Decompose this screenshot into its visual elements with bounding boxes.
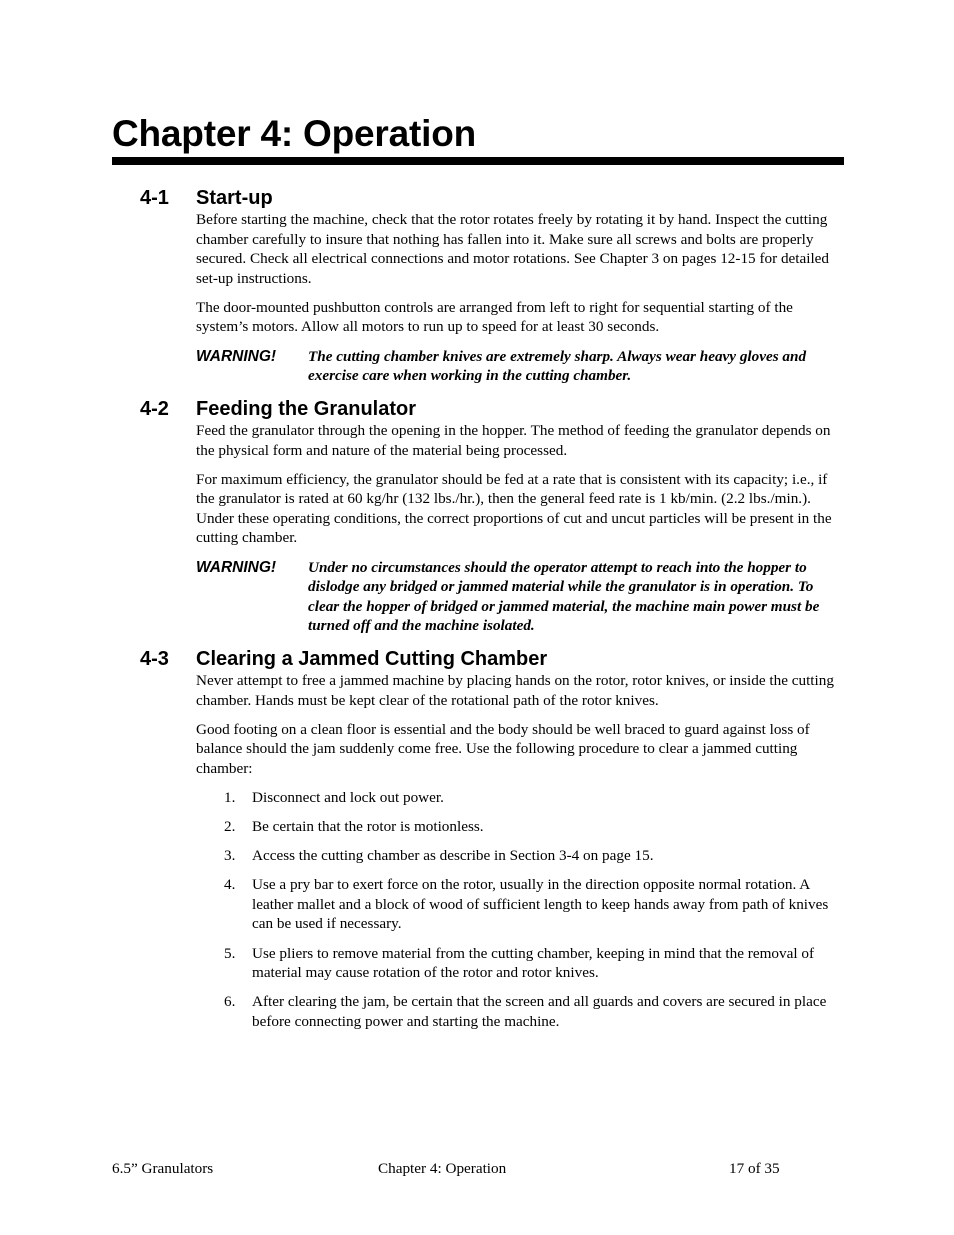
- paragraph: Before starting the machine, check that the rotor rotates freely by rotating it by hand. Inspect the cutting chamber carefully to insure that nothing has fallen into it. Make sure all screws and bolts are properly secured. Check all electrical connections and motor rotations. See Chapter 3 on pages 12-15 for detailed set-up instructions.: [196, 211, 830, 287]
- section-body: [196, 671, 836, 1031]
- warning-text: The cutting chamber knives are extremely sharp. Always wear heavy gloves and exercise care when working in the cutting chamber.: [308, 347, 807, 385]
- section-number: 4-3: [140, 648, 169, 670]
- step-text: After clearing the jam, be certain that the screen and all guards and covers are secured in place before connecting power and starting the machine.: [252, 993, 827, 1030]
- warning-note: [196, 347, 836, 386]
- section-start-up: [140, 186, 840, 395]
- paragraph: The door-mounted pushbutton controls are arranged from left to right for sequential starting of the system’s motors. Allow all motors to run up to speed for at least 30 seconds.: [196, 298, 793, 336]
- section-heading: [140, 186, 840, 210]
- paragraph: Never attempt to free a jammed machine by placing hands on the rotor, rotor knives, or inside the cutting chamber. Hands must be kept clear of the rotational path of the rotor knives.: [196, 672, 834, 709]
- section-feeding-the-granulator: [140, 397, 840, 645]
- step-text: Use a pry bar to exert force on the rotor, usually in the direction opposite normal rotation. A leather mallet and a block of wood of sufficient length to keep hands away from path of knives can be used if necessary.: [252, 876, 829, 933]
- section-title: Start-up: [196, 187, 273, 209]
- step-number: 1.: [224, 788, 236, 806]
- step-number: 3.: [224, 847, 236, 865]
- footer-document-title: 6.5” Granulators: [112, 1160, 214, 1177]
- chapter-title: Chapter 4: Operation: [112, 113, 476, 154]
- paragraph: For maximum efficiency, the granulator should be fed at a rate that is consistent with its capacity; i.e., if the granulator is rated at 60 kg/hr (132 lbs./hr.), then the general feed rate is 1 kb/min. (2.2 lbs./min.). Under these operating conditions, the correct proportions of cut and uncut particles will be present in the cutting chamber.: [196, 470, 832, 547]
- step-number: 6.: [224, 993, 236, 1011]
- step-text: Be certain that the rotor is motionless.: [252, 818, 484, 836]
- section-heading: [140, 647, 840, 671]
- section-number: 4-1: [140, 187, 169, 209]
- footer-page-number: 17 of 35: [729, 1160, 780, 1177]
- step-text: Use pliers to remove material from the cutting chamber, keeping in mind that the removal of material may cause rotation of the rotor and rotor knives.: [252, 944, 814, 982]
- section-title: Feeding the Granulator: [196, 398, 417, 420]
- warning-text: Under no circumstances should the operator attempt to reach into the hopper to dislodge any bridged or jammed material while the granulator is in operation. To clear the hopper of bridged or jammed material, the machine main power must be turned off and the machine isolated.: [308, 558, 820, 635]
- step-text: Access the cutting chamber as describe in Section 3-4 on page 15.: [252, 847, 654, 865]
- section-title: Clearing a Jammed Cutting Chamber: [196, 648, 548, 670]
- list-item: [196, 944, 836, 983]
- list-item: [196, 875, 836, 934]
- list-item: [196, 992, 836, 1031]
- step-number: 2.: [224, 818, 236, 836]
- section-number: 4-2: [140, 398, 169, 420]
- footer-chapter-title: Chapter 4: Operation: [378, 1160, 507, 1177]
- step-text: Disconnect and lock out power.: [252, 788, 444, 806]
- section-body: [196, 210, 836, 386]
- section-heading: [140, 397, 840, 421]
- section-body: [196, 421, 836, 636]
- list-item: [196, 788, 836, 808]
- list-item: [196, 817, 836, 837]
- step-number: 5.: [224, 944, 236, 962]
- procedure-list: [196, 788, 836, 1031]
- chapter-title-rule: [112, 157, 844, 165]
- warning-note: [196, 558, 836, 636]
- step-number: 4.: [224, 876, 236, 894]
- warning-label: WARNING!: [196, 347, 277, 365]
- paragraph: Good footing on a clean floor is essential and the body should be well braced to guard against loss of balance should the jam suddenly come free. Use the following procedure to clear a jammed cutting chamber:: [196, 720, 810, 777]
- list-item: [196, 846, 836, 866]
- section-clearing-a-jammed-cutting-chamber: [140, 647, 840, 1041]
- paragraph: Feed the granulator through the opening in the hopper. The method of feeding the granulator depends on the physical form and nature of the material being processed.: [196, 422, 831, 459]
- warning-label: WARNING!: [196, 558, 277, 576]
